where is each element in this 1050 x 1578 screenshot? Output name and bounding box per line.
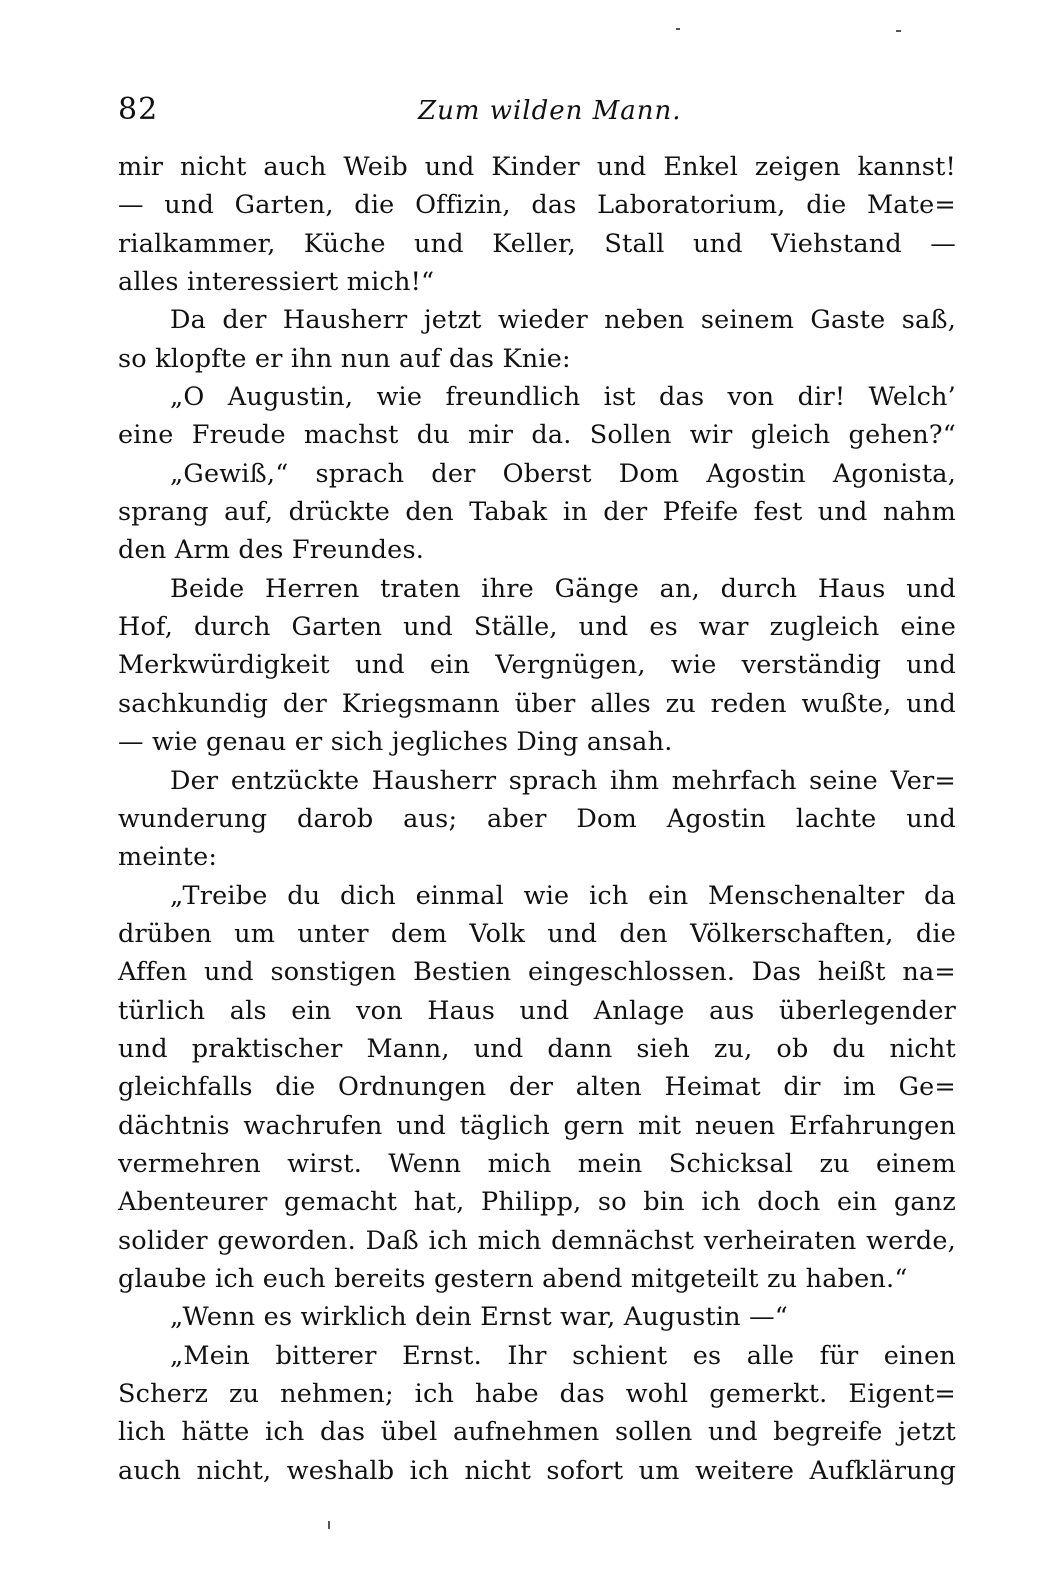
text-line: so klopfte er ihn nun auf das Knie:: [118, 343, 571, 374]
text-line: — und Garten, die Offizin, das Laboratorium, die Mate=: [118, 190, 956, 221]
text-line: Merkwürdigkeit und ein Vergnügen, wie verständig und: [118, 650, 956, 681]
text-line: meinte:: [118, 842, 218, 873]
text-line: und praktischer Mann, und dann sieh zu, ob du nicht: [118, 1033, 956, 1064]
text-line: Der entzückte Hausherr sprach ihm mehrfach seine Ver=: [170, 765, 956, 796]
text-line: sprang auf, drückte den Tabak in der Pfeife fest und nahm: [118, 497, 956, 528]
text-line: den Arm des Freundes.: [118, 535, 425, 566]
running-head: [118, 92, 956, 132]
text-line: alles interessiert mich!“: [118, 267, 435, 298]
text-line: Scherz zu nehmen; ich habe das wohl gemerkt. Eigent=: [118, 1379, 956, 1409]
page-number: 82: [118, 92, 159, 127]
text-line: Abenteurer gemacht hat, Philipp, so bin ich doch ein ganz: [118, 1187, 956, 1218]
text-line: „Gewiß,“ sprach der Oberst Dom Agostin Agonista,: [170, 458, 956, 489]
text-line: dächtnis wachrufen und täglich gern mit neuen Erfahrungen: [118, 1110, 956, 1141]
text-line: solider geworden. Daß ich mich demnächst verheiraten werde,: [118, 1225, 956, 1256]
text-line: gleichfalls die Ordnungen der alten Heimat dir im Ge=: [118, 1072, 956, 1103]
text-line: wunderung darob aus; aber Dom Agostin lachte und: [118, 803, 956, 834]
text-line: rialkammer, Küche und Keller, Stall und Viehstand —: [118, 228, 956, 259]
text-line: „Mein bitterer Ernst. Ihr schient es alle für einen: [170, 1340, 956, 1371]
print-speck: [896, 30, 901, 32]
text-line: türlich als ein von Haus und Anlage aus überlegender: [118, 995, 956, 1026]
text-line: Hof, durch Garten und Ställe, und es war zugleich eine: [118, 612, 956, 643]
text-line: Affen und sonstigen Bestien eingeschlossen. Das heißt na=: [118, 957, 956, 988]
text-line: drüben um unter dem Volk und den Völkerschaften, die: [118, 918, 956, 949]
print-speck: [676, 28, 680, 30]
text-line: Beide Herren traten ihre Gänge an, durch Haus und: [170, 573, 956, 604]
text-line: „Wenn es wirklich dein Ernst war, Augustin —“: [170, 1302, 789, 1333]
running-title: Zum wilden Mann.: [418, 96, 682, 126]
text-line: sachkundig der Kriegsmann über alles zu reden wußte, und: [118, 688, 956, 719]
text-line: „Treibe du dich einmal wie ich ein Menschenalter da: [170, 880, 956, 911]
text-line: — wie genau er sich jegliches Ding ansah.: [118, 727, 673, 758]
print-speck: [328, 1521, 330, 1529]
text-line: auch nicht, weshalb ich nicht sofort um weitere Aufklärung: [118, 1455, 956, 1486]
text-line: vermehren wirst. Wenn mich mein Schicksal zu einem: [118, 1148, 956, 1179]
text-line: „O Augustin, wie freundlich ist das von dir! Welch’: [170, 382, 956, 413]
text-line: eine Freude machst du mir da. Sollen wir gleich gehen?“: [118, 420, 956, 451]
text-line: lich hätte ich das übel aufnehmen sollen und begreife jetzt: [118, 1417, 956, 1448]
text-line: Da der Hausherr jetzt wieder neben seinem Gaste saß,: [170, 305, 956, 336]
text-line: mir nicht auch Weib und Kinder und Enkel zeigen kannst!: [118, 152, 956, 182]
text-line: glaube ich euch bereits gestern abend mitgeteilt zu haben.“: [118, 1263, 908, 1294]
body-text: [118, 148, 956, 1490]
